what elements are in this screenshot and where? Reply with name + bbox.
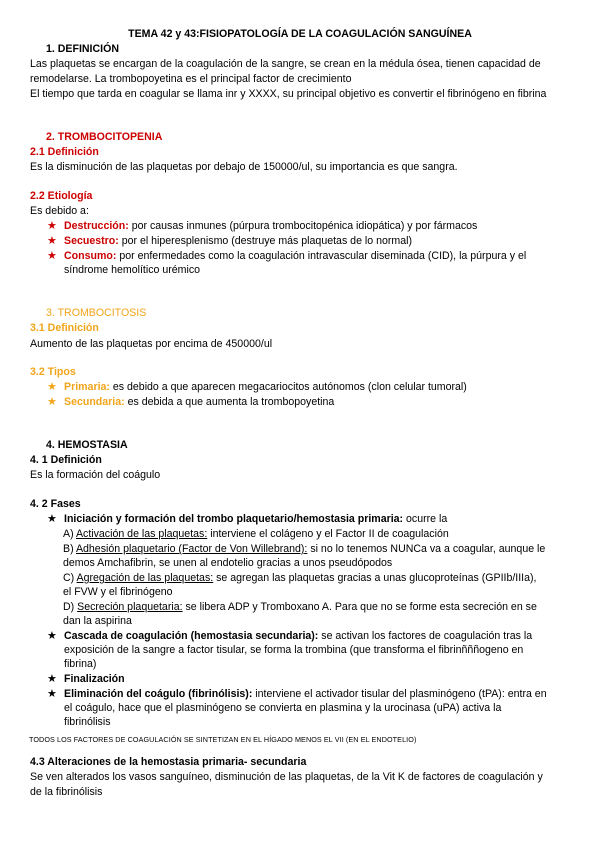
coagulation-note: TODOS LOS FACTORES DE COAGULACIÓN SE SINTETIZAN EN EL HÍGADO MENOS EL VII (EN EL ENDOTELIO) xyxy=(29,735,417,744)
s4-definition-heading: 4. 1 Definición xyxy=(30,454,102,466)
s2-item-label: Secuestro: xyxy=(64,235,119,247)
s4-sub-d xyxy=(63,601,537,614)
s4-fase-eliminacion-cont-1: el coágulo, hace que el plasminógeno se convierta en plasmina y la urocinasa (uPA) activa la xyxy=(64,702,502,714)
s4-fase-cascada-cont-1: exposición de la sangre a factor tisular, se forma la trombina (que transforma el fibrinñññogeno en xyxy=(64,644,524,656)
s4-sub-b-cont: demos Amchafibrin, se unen al endotelio gracias a unos pseudópodos xyxy=(63,557,393,569)
s4-fase-label: Iniciación y formación del trombo plaquetario/hemostasia primaria: xyxy=(64,513,404,525)
s3-definition-heading: 3.1 Definición xyxy=(30,322,99,334)
s4-sub-text: interviene el colágeno y el Factor II de coagulación xyxy=(207,528,449,540)
s4-alteraciones-line-2: de la fibrinólisis xyxy=(30,786,103,798)
s3-item-label: Primaria: xyxy=(64,381,110,393)
s4-sub-prefix: D) xyxy=(63,601,78,613)
s1-paragraph-line-2: remodelarse. La trombopoyetina es el principal factor de crecimiento xyxy=(30,73,352,85)
s2-definition-text: Es la disminución de las plaquetas por debajo de 150000/ul, su importancia es que sangra. xyxy=(30,161,458,173)
s4-sub-prefix: B) xyxy=(63,543,76,555)
s2-item-label: Destrucción: xyxy=(64,220,129,232)
s2-item-label: Consumo: xyxy=(64,250,117,262)
s3-item-text: es debido a que aparecen megacariocitos autónomos (clon celular tumoral) xyxy=(109,381,467,393)
s4-sub-text: se libera ADP y Tromboxano A. Para que no se forme esta secreción en se xyxy=(182,601,537,613)
s4-sub-label: Adhesión plaquetario (Factor de Von Willebrand): xyxy=(75,543,308,555)
s2-item-text: por enfermedades como la coagulación intravascular diseminada (CID), la púrpura y el xyxy=(116,250,527,262)
s2-item-text: por el hiperesplenismo (destruye más plaquetas de lo normal) xyxy=(118,235,413,247)
s3-item-primaria xyxy=(64,381,467,394)
s4-sub-c-cont: el FVW y el fibrinógeno xyxy=(63,586,173,598)
s2-item-consumo-cont: síndrome hemolítico urémico xyxy=(64,264,201,276)
s4-fase-iniciacion xyxy=(64,513,447,526)
s4-sub-text: si no lo tenemos NUNCa va a coagular, aunque le xyxy=(307,543,546,555)
s1-paragraph-line-3: El tiempo que tarda en coagular se llama inr y XXXX, su principal objetivo es convertir el fibrinógeno en fibrina xyxy=(30,88,547,100)
s4-sub-c xyxy=(63,572,537,585)
s2-etiology-intro: Es debido a: xyxy=(30,205,89,217)
section-2-heading: 2. TROMBOCITOPENIA xyxy=(46,131,163,143)
s4-sub-label: Secreción plaquetaria: xyxy=(77,601,183,613)
s4-sub-prefix: C) xyxy=(63,572,77,584)
star-icon: ★ xyxy=(47,673,57,685)
s2-item-secuestro xyxy=(64,235,412,248)
document-title: TEMA 42 y 43:FISIOPATOLOGÍA DE LA COAGULACIÓN SANGUÍNEA xyxy=(128,28,472,40)
star-icon: ★ xyxy=(47,235,57,247)
s4-fase-cascada-cont-2: fibrina) xyxy=(64,658,97,670)
s4-alteraciones-line-1: Se ven alterados los vasos sanguíneo, disminución de las plaquetas, de la Vit K de factores de coagulación y xyxy=(30,771,543,783)
star-icon: ★ xyxy=(47,250,57,262)
s4-fase-eliminacion xyxy=(64,688,547,701)
s4-sub-a xyxy=(63,528,449,541)
s3-definition-text: Aumento de las plaquetas por encima de 450000/ul xyxy=(30,338,273,350)
s4-fase-finalizacion: Finalización xyxy=(64,673,125,685)
s4-fase-cascada xyxy=(64,630,532,643)
s2-definition-heading: 2.1 Definición xyxy=(30,146,99,158)
section-3-heading: 3. TROMBOCITOSIS xyxy=(46,307,147,319)
star-icon: ★ xyxy=(47,381,57,393)
s4-definition-text: Es la formación del coágulo xyxy=(30,469,161,481)
s4-fases-heading: 4. 2 Fases xyxy=(30,498,81,510)
section-1-heading: 1. DEFINICIÓN xyxy=(46,43,119,55)
s3-item-label: Secundaria: xyxy=(64,396,125,408)
s3-item-text: es debida a que aumenta la trombopoyetina xyxy=(124,396,335,408)
star-icon: ★ xyxy=(47,396,57,408)
s4-alteraciones-heading: 4.3 Alteraciones de la hemostasia primaria- secundaria xyxy=(30,756,307,768)
s4-fase-label: Eliminación del coágulo (fibrinólisis): xyxy=(64,688,253,700)
s3-item-secundaria xyxy=(64,396,334,409)
s4-sub-prefix: A) xyxy=(63,528,76,540)
s1-paragraph-line-1: Las plaquetas se encargan de la coagulación de la sangre, se crean en la médula ósea, tienen capacidad de xyxy=(30,58,541,70)
star-icon: ★ xyxy=(47,688,57,700)
s4-sub-label: Agregación de las plaquetas: xyxy=(76,572,214,584)
s2-item-destruccion xyxy=(64,220,477,233)
s4-fase-text: interviene el activador tisular del plasminógeno (tPA): entra en xyxy=(252,688,547,700)
star-icon: ★ xyxy=(47,630,57,642)
star-icon: ★ xyxy=(47,220,57,232)
section-4-heading: 4. HEMOSTASIA xyxy=(46,439,128,451)
s3-tipos-heading: 3.2 Tipos xyxy=(30,366,76,378)
s4-fase-text: ocurre la xyxy=(403,513,448,525)
s4-sub-text: se agregan las plaquetas gracias a unas glucoproteínas (GPIIb/IIIa), xyxy=(213,572,537,584)
s4-fase-label: Cascada de coagulación (hemostasia secundaria): xyxy=(64,630,319,642)
s2-item-text: por causas inmunes (púrpura trombocitopénica idiopática) y por fármacos xyxy=(128,220,478,232)
star-icon: ★ xyxy=(47,513,57,525)
s4-fase-text: se activan los factores de coagulación tras la xyxy=(318,630,533,642)
s2-etiology-heading: 2.2 Etiología xyxy=(30,190,93,202)
s4-sub-d-cont: dan la aspirina xyxy=(63,615,132,627)
s4-sub-b xyxy=(63,543,545,556)
s4-fase-eliminacion-cont-2: fibrinólisis xyxy=(64,716,111,728)
s2-item-consumo xyxy=(64,250,526,263)
s4-sub-label: Activación de las plaquetas: xyxy=(75,528,208,540)
